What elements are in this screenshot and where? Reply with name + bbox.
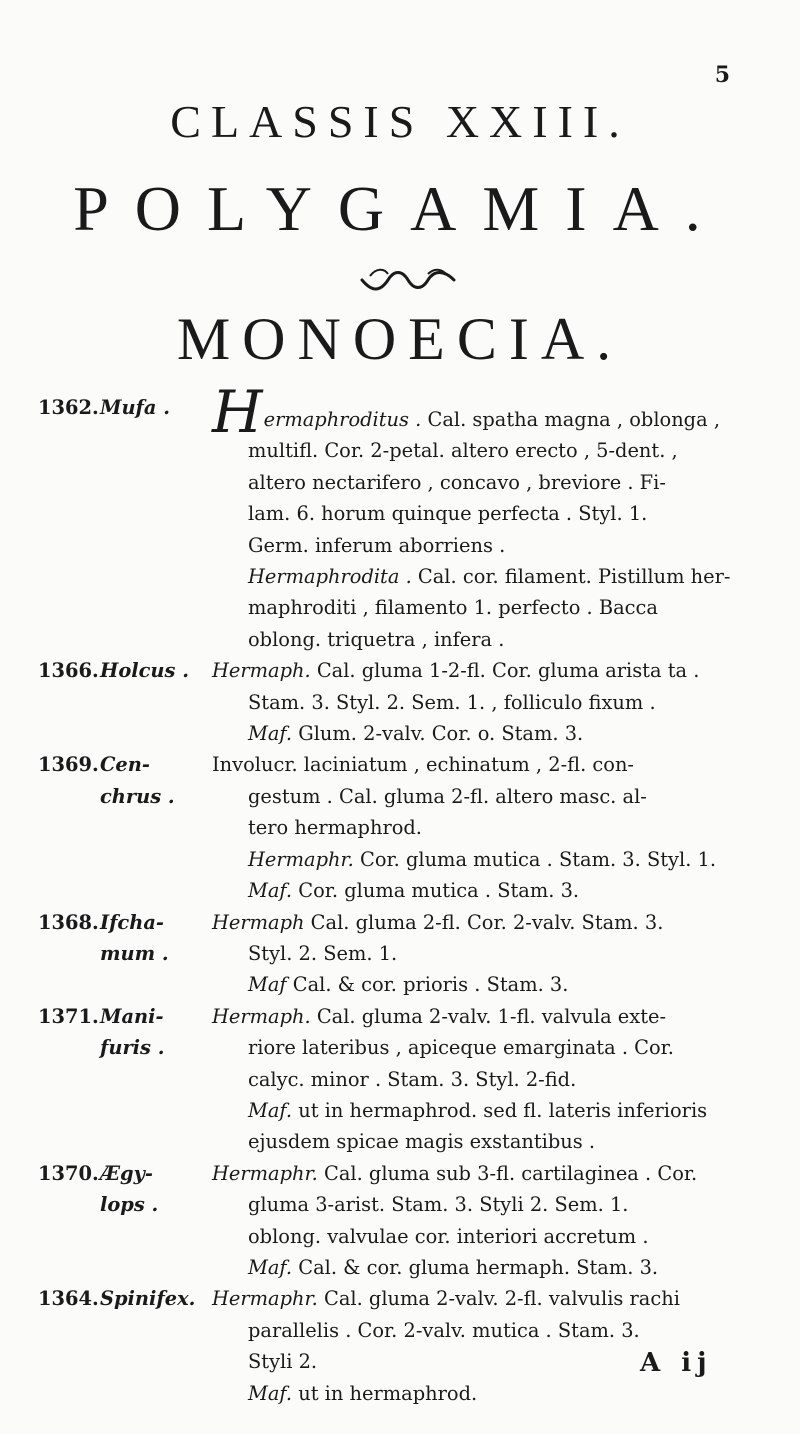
description-line xyxy=(212,1315,778,1346)
description-italic-lead: Maf xyxy=(248,973,287,997)
genus-entry xyxy=(38,1158,778,1284)
genus-entry xyxy=(38,1283,778,1409)
description-line xyxy=(212,812,778,843)
description-text: Styl. 2. Sem. 1. xyxy=(248,941,398,965)
description-line xyxy=(212,1126,778,1157)
genus-name-line: Spinifex. xyxy=(100,1287,196,1311)
genus-name xyxy=(100,1158,212,1221)
description-line xyxy=(212,1032,778,1063)
description-text: Styli 2. xyxy=(248,1350,318,1374)
genus-entry xyxy=(38,655,778,749)
description-text: oblong. valvulae cor. interiori accretum . xyxy=(248,1224,649,1248)
entry-number: 1370. xyxy=(38,1161,99,1185)
description-text: Germ. inferum aborriens . xyxy=(248,533,506,557)
description-line xyxy=(212,781,778,812)
description-italic-lead: Maf. xyxy=(248,722,293,746)
description-text: ut in hermaphrod. xyxy=(292,1381,478,1405)
genus-name-line: Ifcha- xyxy=(100,910,164,934)
description-line xyxy=(212,378,778,446)
genus-description xyxy=(212,749,778,906)
description-line xyxy=(212,969,778,1000)
description-italic-lead: Maf. xyxy=(248,879,293,903)
genus-name-line: mum . xyxy=(100,941,169,965)
genus-name-line: Mufa . xyxy=(100,396,170,419)
genus-entry xyxy=(38,907,778,1001)
description-line xyxy=(212,1095,778,1126)
description-text: Cor. gluma mutica . Stam. 3. xyxy=(292,879,580,903)
description-line xyxy=(212,875,778,906)
description-line xyxy=(212,592,778,623)
genus-name-line: Ægy- xyxy=(100,1161,153,1185)
description-line xyxy=(212,1001,778,1032)
description-text: gestum . Cal. gluma 2-fl. altero masc. al- xyxy=(248,784,647,808)
description-text: Cal. gluma 2-valv. 1-fl. valvula exte- xyxy=(310,1004,667,1028)
entry-number: 1362. xyxy=(38,396,99,419)
description-italic-lead: Hermaphr. xyxy=(248,847,354,871)
genus-name-line: Cen- xyxy=(100,753,150,777)
description-text: oblong. triquetra , infera . xyxy=(248,627,505,651)
description-italic-lead: Maf. xyxy=(248,1255,293,1279)
description-text: riore lateribus , apiceque emarginata . Cor. xyxy=(248,1036,674,1060)
genus-name xyxy=(100,392,212,423)
description-text: lam. 6. horum quinque perfecta . Styl. 1. xyxy=(248,502,648,526)
description-italic-lead: Hermaph. xyxy=(212,659,311,683)
description-text: Cal. gluma 2-valv. 2-fl. valvulis rachi xyxy=(317,1287,680,1311)
description-line xyxy=(212,1221,778,1252)
description-text: calyc. minor . Stam. 3. Styl. 2-fid. xyxy=(248,1067,577,1091)
signature-mark: A ij xyxy=(640,1348,713,1378)
genus-entries xyxy=(38,378,778,1409)
drop-capital: H xyxy=(212,378,263,446)
description-line xyxy=(212,1064,778,1095)
genus-name xyxy=(100,907,212,970)
description-line xyxy=(212,844,778,875)
description-line xyxy=(212,907,778,938)
genus-entry xyxy=(38,1001,778,1158)
description-text: Cal. & cor. prioris . Stam. 3. xyxy=(286,973,569,997)
entry-number: 1368. xyxy=(38,910,99,934)
entry-number: 1366. xyxy=(38,659,99,683)
monoecia-heading: MONOECIA. xyxy=(176,306,624,372)
classis-heading: CLASSIS XXIII. xyxy=(170,96,630,147)
description-line xyxy=(212,718,778,749)
description-line xyxy=(212,561,778,592)
description-line xyxy=(212,467,778,498)
description-text: Involucr. laciniatum , echinatum , 2-fl. con- xyxy=(212,753,634,777)
description-italic-lead: Hermaph xyxy=(212,910,305,934)
genus-description xyxy=(212,655,778,749)
description-text: Cal. gluma 2-fl. Cor. 2-valv. Stam. 3. xyxy=(304,910,664,934)
description-line xyxy=(212,655,778,686)
genus-name xyxy=(100,749,212,812)
description-line xyxy=(212,938,778,969)
description-line xyxy=(212,687,778,718)
genus-name xyxy=(100,1001,212,1064)
description-line xyxy=(212,1252,778,1283)
page-number: 5 xyxy=(714,62,730,88)
genus-name-line: Mani- xyxy=(100,1004,164,1028)
description-text: tero hermaphrod. xyxy=(248,816,422,840)
description-italic-lead: Hermaphr. xyxy=(212,1161,318,1185)
description-line xyxy=(212,624,778,655)
description-text: Cal. cor. filament. Pistillum her- xyxy=(411,565,731,589)
description-text: Cal. gluma sub 3-fl. cartilaginea . Cor. xyxy=(317,1161,698,1185)
genus-description xyxy=(212,1158,778,1284)
polygamia-heading: POLYGAMIA. xyxy=(73,173,727,244)
description-line xyxy=(212,435,778,466)
description-italic-lead: Maf. xyxy=(248,1381,293,1405)
description-text: Cor. gluma mutica . Stam. 3. Styl. 1. xyxy=(353,847,717,871)
description-text: ejusdem spicae magis exstantibus . xyxy=(248,1130,596,1154)
genus-name-line: furis . xyxy=(100,1036,165,1060)
description-text: multifl. Cor. 2-petal. altero erecto , 5-dent. , xyxy=(248,439,678,463)
description-text: altero nectarifero , concavo , breviore . Fi- xyxy=(248,470,666,494)
genus-name xyxy=(100,1283,212,1314)
genus-description xyxy=(212,1001,778,1158)
genus-description xyxy=(212,907,778,1001)
description-line xyxy=(212,1158,778,1189)
description-text: maphroditi , filamento 1. perfecto . Bacca xyxy=(248,596,658,620)
description-text: Cal. gluma 1-2-fl. Cor. gluma arista ta . xyxy=(310,659,700,683)
description-italic-lead: Hermaphr. xyxy=(212,1287,318,1311)
description-italic-lead: Hermaphrodita . xyxy=(248,565,412,589)
description-italic-lead: Hermaph. xyxy=(212,1004,311,1028)
description-text: parallelis . Cor. 2-valv. mutica . Stam. 3. xyxy=(248,1318,640,1342)
genus-name-line: Holcus . xyxy=(100,659,189,683)
entry-number: 1364. xyxy=(38,1287,99,1311)
description-text: Cal. & cor. gluma hermaph. Stam. 3. xyxy=(292,1255,659,1279)
genus-name-line: lops . xyxy=(100,1193,159,1217)
genus-entry xyxy=(38,378,778,655)
genus-description xyxy=(212,378,778,655)
genus-entry xyxy=(38,749,778,906)
description-text: ut in hermaphrod. sed fl. lateris inferioris xyxy=(292,1098,708,1122)
description-italic-lead: Maf. xyxy=(248,1098,293,1122)
description-line xyxy=(212,749,778,780)
description-text: Cal. spatha magna , oblonga , xyxy=(421,408,720,431)
swash-ornament-icon xyxy=(358,262,458,294)
description-italic-lead: ermaphroditus . xyxy=(263,408,422,431)
genus-description xyxy=(212,1283,778,1409)
description-text: Stam. 3. Styl. 2. Sem. 1. , folliculo fixum . xyxy=(248,690,656,714)
description-line xyxy=(212,1378,778,1409)
genus-name-line: chrus . xyxy=(100,784,175,808)
description-line xyxy=(212,1283,778,1314)
entry-number: 1369. xyxy=(38,753,99,777)
description-line xyxy=(212,1189,778,1220)
description-text: Glum. 2-valv. Cor. o. Stam. 3. xyxy=(292,722,584,746)
description-line xyxy=(212,530,778,561)
genus-name xyxy=(100,655,212,686)
entry-number: 1371. xyxy=(38,1004,99,1028)
description-text: gluma 3-arist. Stam. 3. Styli 2. Sem. 1. xyxy=(248,1193,629,1217)
description-line xyxy=(212,498,778,529)
